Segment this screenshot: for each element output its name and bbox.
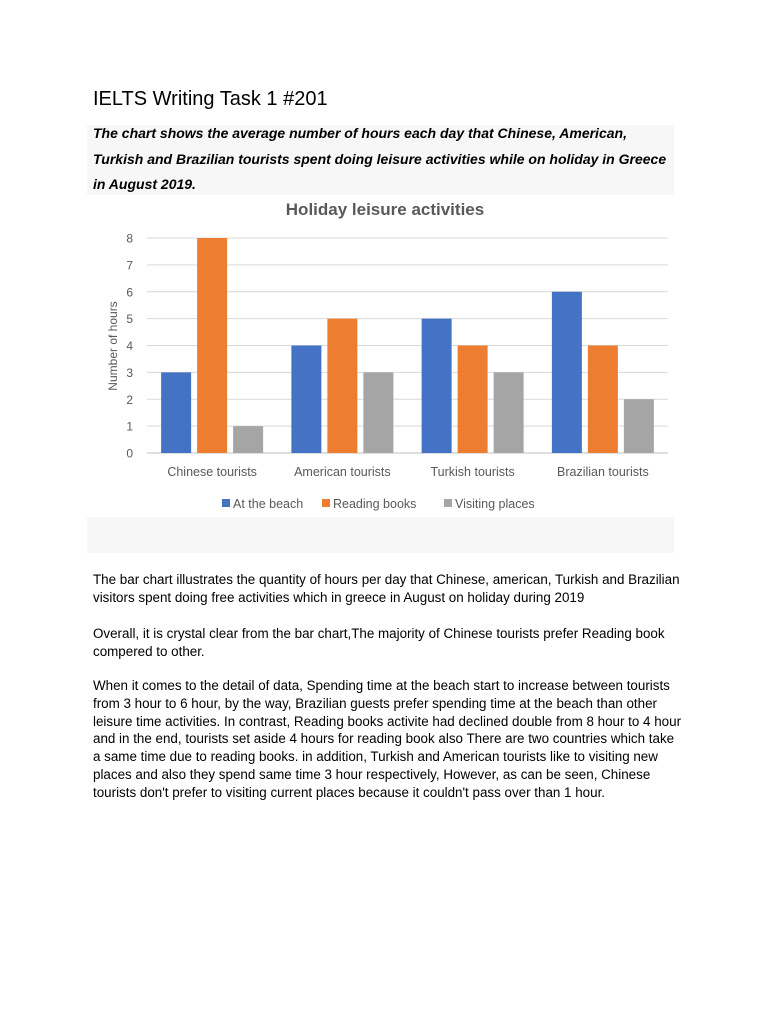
x-tick-label: Brazilian tourists <box>557 465 649 479</box>
bar <box>233 426 263 453</box>
document-title: IELTS Writing Task 1 #201 <box>93 88 328 110</box>
y-tick-label: 6 <box>126 285 133 300</box>
bar <box>327 319 357 453</box>
y-tick-label: 7 <box>126 258 133 273</box>
bar <box>197 238 227 453</box>
x-tick-label: Chinese tourists <box>167 465 257 479</box>
task-prompt: The chart shows the average number of hours each day that Chinese, American, Turkish and Brazilian tourists spent doing leisure activities while on holiday in Greece in August 2019. <box>93 125 667 192</box>
legend-swatch <box>444 499 452 507</box>
bar <box>291 346 321 454</box>
legend-label: Visiting places <box>455 497 535 511</box>
bar <box>458 346 488 454</box>
y-tick-label: 5 <box>126 312 133 327</box>
y-tick-label: 3 <box>126 365 133 380</box>
bar <box>624 399 654 453</box>
bar <box>494 372 524 453</box>
legend-label: At the beach <box>233 497 304 511</box>
bar <box>161 372 191 453</box>
y-tick-label: 1 <box>126 419 133 434</box>
bar <box>422 319 452 453</box>
x-tick-label: Turkish tourists <box>430 465 515 479</box>
y-tick-label: 4 <box>126 339 133 353</box>
bar <box>363 372 393 453</box>
bar <box>588 346 618 454</box>
y-axis-label: Number of hours <box>106 301 120 391</box>
chart-title: Holiday leisure activities <box>285 200 485 219</box>
legend-swatch <box>222 499 230 507</box>
y-tick-label: 0 <box>126 446 133 461</box>
legend-swatch <box>322 499 330 507</box>
essay-paragraph-intro: The bar chart illustrates the quantity of hours per day that Chinese, american, Turkish and Brazilian visitors spent doing free activities which in greece in August on holiday during 2019 <box>93 572 680 605</box>
bar <box>552 292 582 453</box>
y-tick-label: 8 <box>126 231 133 246</box>
essay-paragraph-overview: Overall, it is crystal clear from the bar chart,The majority of Chinese tourists prefer Reading book compered to other. <box>93 626 665 659</box>
legend-label: Reading books <box>333 497 417 511</box>
essay-paragraph-details: When it comes to the detail of data, Spending time at the beach start to increase between tourists from 3 hour to 6 hour, by the way, Brazilian guests prefer spending time at the beach than other leisure time activities. In contrast, Reading books activite had declined double from 8 hour to 4 hour and in the end, tourists set aside 4 hours for reading book also There are two countries which take a same time due to reading books. in addition, Turkish and American tourists like to visiting new places and also they spend same time 3 hour respectively, However, as can be seen, Chinese tourists don't prefer to visiting current places because it couldn't pass over than 1 hour. <box>93 678 682 800</box>
y-tick-label: 2 <box>126 392 133 407</box>
x-tick-label: American tourists <box>294 465 391 479</box>
